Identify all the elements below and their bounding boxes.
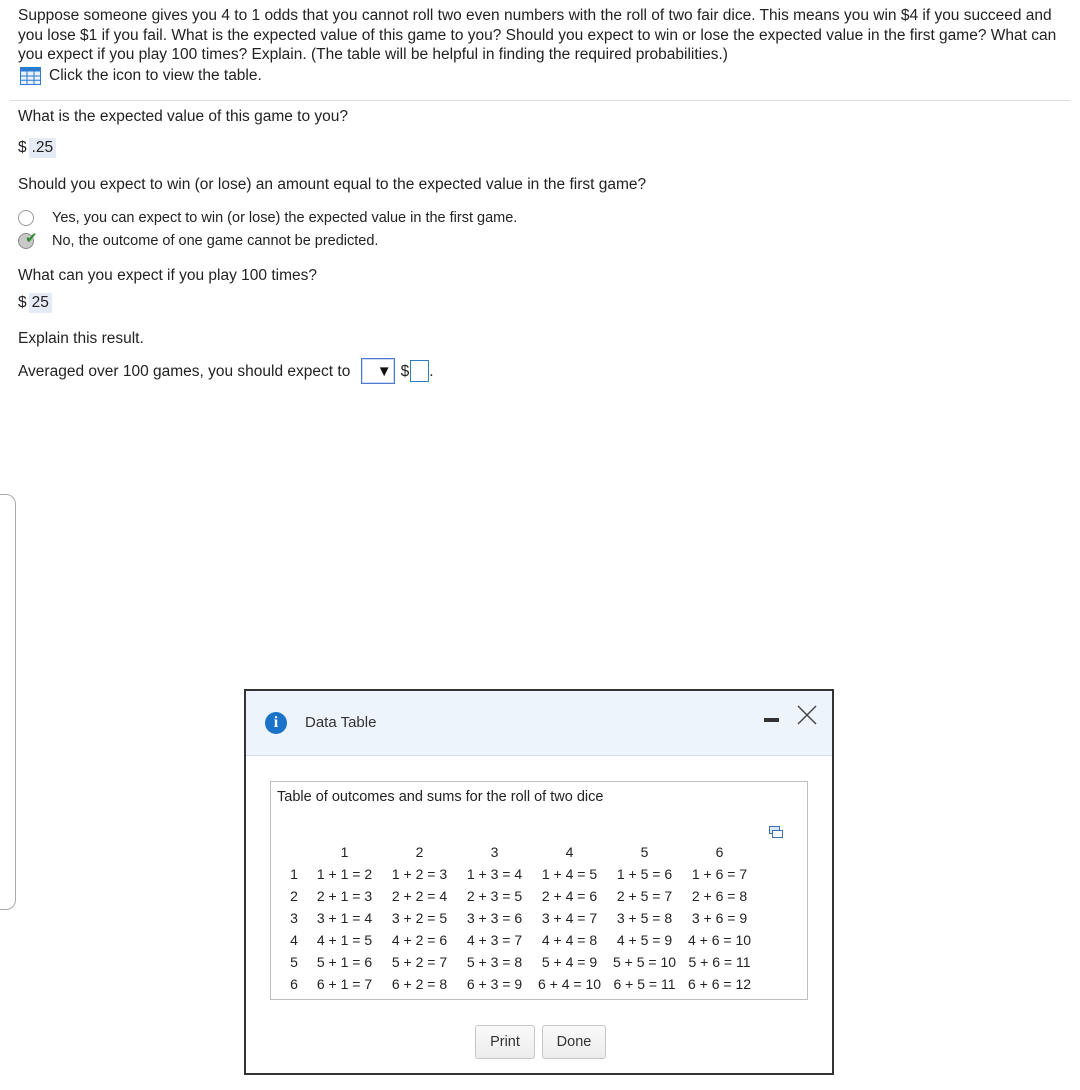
question-100-times: What can you expect if you play 100 times? — [18, 267, 317, 284]
divider — [10, 100, 1070, 101]
table-cell: 6 + 2 = 8 — [391, 976, 448, 992]
table-cell: 4 + 6 = 10 — [687, 932, 752, 948]
column-header: 1 — [340, 844, 349, 860]
row-header: 4 — [290, 932, 298, 948]
table-container — [270, 781, 808, 1000]
print-button[interactable]: Print — [475, 1025, 535, 1059]
table-cell: 4 + 2 = 6 — [391, 932, 448, 948]
corner-cell — [281, 841, 307, 863]
column-header: 2 — [415, 844, 424, 860]
hundred-games-field[interactable]: 25 — [29, 293, 52, 313]
table-cell: 6 + 5 = 11 — [613, 976, 676, 992]
table-cell: 2 + 2 = 4 — [391, 888, 448, 904]
table-cell: 4 + 1 = 5 — [316, 932, 373, 948]
table-cell: 1 + 1 = 2 — [316, 866, 373, 882]
side-panel-frame — [0, 494, 16, 910]
radio-button-selected[interactable] — [18, 230, 38, 249]
radio-button[interactable] — [18, 210, 34, 226]
amount-input[interactable] — [410, 360, 429, 382]
table-cell: 1 + 3 = 4 — [466, 866, 523, 882]
radio-label[interactable]: No, the outcome of one game cannot be predicted. — [52, 233, 379, 249]
table-cell: 2 + 6 = 8 — [691, 888, 748, 904]
table-row — [281, 885, 757, 907]
view-table-label[interactable]: Click the icon to view the table. — [49, 67, 262, 84]
table-cell: 4 + 3 = 7 — [466, 932, 523, 948]
answer-100-times — [18, 293, 52, 313]
sentence-end: . — [429, 363, 434, 381]
table-cell: 3 + 5 = 8 — [616, 910, 673, 926]
table-row — [281, 951, 757, 973]
copy-icon[interactable] — [769, 826, 783, 838]
row-header: 2 — [290, 888, 298, 904]
table-cell: 2 + 1 = 3 — [316, 888, 373, 904]
table-icon[interactable] — [20, 67, 41, 85]
table-cell: 1 + 6 = 7 — [691, 866, 748, 882]
table-cell: 6 + 3 = 9 — [466, 976, 523, 992]
row-header: 1 — [290, 866, 298, 882]
table-cell: 2 + 4 = 6 — [541, 888, 598, 904]
table-row — [281, 973, 757, 995]
table-header-row — [281, 841, 757, 863]
table-cell: 5 + 3 = 8 — [466, 954, 523, 970]
row-header: 5 — [290, 954, 298, 970]
minimize-icon[interactable] — [764, 718, 779, 722]
info-icon: i — [265, 712, 287, 734]
table-row — [281, 863, 757, 885]
table-cell: 4 + 4 = 8 — [541, 932, 598, 948]
row-header: 6 — [290, 976, 298, 992]
done-button[interactable]: Done — [542, 1025, 606, 1059]
check-icon: ✔ — [25, 230, 38, 247]
table-cell: 6 + 1 = 7 — [316, 976, 373, 992]
column-header: 4 — [565, 844, 574, 860]
table-caption: Table of outcomes and sums for the roll of two dice — [277, 789, 604, 805]
column-header: 6 — [715, 844, 724, 860]
table-cell: 3 + 4 = 7 — [541, 910, 598, 926]
table-cell: 5 + 4 = 9 — [541, 954, 598, 970]
table-cell: 5 + 2 = 7 — [391, 954, 448, 970]
radio-option-no[interactable] — [18, 230, 379, 249]
view-table-link[interactable] — [20, 67, 262, 85]
explain-sentence — [18, 359, 434, 385]
radio-label[interactable]: Yes, you can expect to win (or lose) the expected value in the first game. — [52, 210, 518, 226]
problem-statement: Suppose someone gives you 4 to 1 odds that you cannot roll two even numbers with the roll of two fair dice. This means you win $4 if you succeed and you lose $1 if you fail. What is the expected value of this game to you? Should you expect to win or lose the expected value in the first game? What can you expect if you play 100 times? Explain. (The table will be helpful in finding the required probabilities.) — [18, 7, 1057, 63]
table-cell: 2 + 3 = 5 — [466, 888, 523, 904]
win-lose-dropdown[interactable] — [361, 358, 395, 384]
data-table-dialog — [244, 689, 834, 1075]
table-cell: 2 + 5 = 7 — [616, 888, 673, 904]
currency-symbol: $ — [18, 139, 27, 156]
radio-option-yes[interactable] — [18, 210, 517, 226]
question-explain: Explain this result. — [18, 330, 144, 347]
table-row — [281, 907, 757, 929]
table-row — [281, 929, 757, 951]
table-cell: 3 + 1 = 4 — [316, 910, 373, 926]
question-first-game: Should you expect to win (or lose) an amount equal to the expected value in the first game? — [18, 176, 647, 193]
currency-symbol: $ — [18, 294, 27, 311]
table-cell: 5 + 1 = 6 — [316, 954, 373, 970]
sentence-start: Averaged over 100 games, you should expect to — [18, 363, 351, 381]
dialog-title: Data Table — [305, 714, 377, 731]
table-cell: 6 + 6 = 12 — [687, 976, 752, 992]
row-header: 3 — [290, 910, 298, 926]
dialog-header — [246, 691, 832, 756]
dice-outcomes-table — [281, 841, 757, 995]
table-cell: 6 + 4 = 10 — [537, 976, 602, 992]
expected-value-field[interactable]: .25 — [29, 138, 57, 158]
question-expected-value: What is the expected value of this game to you? — [18, 108, 348, 125]
table-cell: 1 + 2 = 3 — [391, 866, 448, 882]
currency-symbol: $ — [400, 363, 410, 381]
table-cell: 3 + 2 = 5 — [391, 910, 448, 926]
table-cell: 4 + 5 = 9 — [616, 932, 673, 948]
table-cell: 3 + 3 = 6 — [466, 910, 523, 926]
table-cell: 5 + 5 = 10 — [612, 954, 677, 970]
close-icon[interactable] — [796, 704, 818, 726]
table-cell: 5 + 6 = 11 — [688, 954, 751, 970]
table-cell: 1 + 4 = 5 — [541, 866, 598, 882]
table-cell: 1 + 5 = 6 — [616, 866, 673, 882]
answer-expected-value — [18, 138, 56, 158]
column-header: 3 — [490, 844, 499, 860]
column-header: 5 — [640, 844, 649, 860]
table-cell: 3 + 6 = 9 — [691, 910, 748, 926]
dropdown-arrow-icon[interactable]: ▼ — [376, 362, 392, 380]
